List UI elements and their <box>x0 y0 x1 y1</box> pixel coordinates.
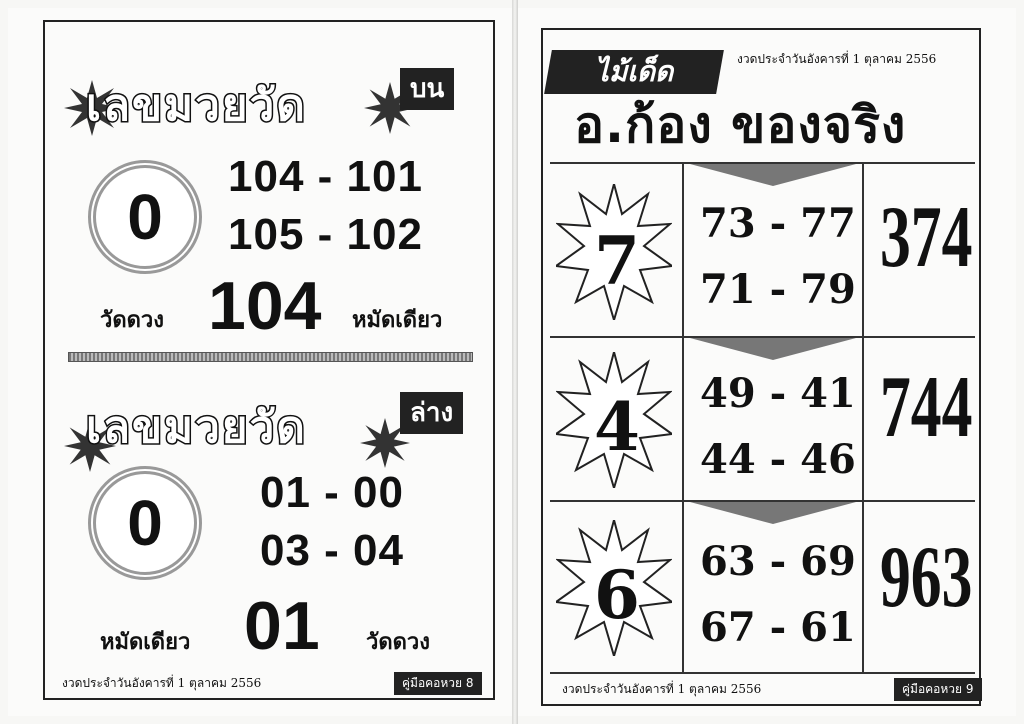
left-footer-date: งวดประจำวันอังคารที่ 1 ตุลาคม 2556 <box>62 676 262 690</box>
row2-triple: 744 <box>880 359 973 456</box>
top-pair-2: 105 - 102 <box>228 210 423 259</box>
right-page-number-tag: คู่มือคอหวย 9 <box>894 678 982 701</box>
left-page-number-tag: คู่มือคอหวย 8 <box>394 672 482 695</box>
bottom-single-number: 01 <box>244 588 320 664</box>
bottom-banner-tag: ล่าง <box>400 392 463 434</box>
row1-triple: 374 <box>880 189 973 286</box>
row3-digit: 6 <box>594 556 640 634</box>
row2-pair-1: 49 - 41 <box>700 370 856 417</box>
bottom-pair-1: 01 - 00 <box>260 468 404 517</box>
badge-text: ไม้เด็ด <box>594 55 674 88</box>
row3-pair-1: 63 - 69 <box>700 538 856 585</box>
top-digit: 0 <box>127 181 163 253</box>
right-footer-date: งวดประจำวันอังคารที่ 1 ตุลาคม 2556 <box>562 682 762 696</box>
grid-line <box>682 162 684 672</box>
grid-line <box>550 672 975 674</box>
row3-pair-2: 67 - 61 <box>700 604 856 651</box>
top-single-number: 104 <box>208 268 322 344</box>
arrow-down-icon <box>690 164 856 186</box>
row2-digit: 4 <box>594 388 640 466</box>
bottom-banner <box>78 384 478 468</box>
top-digit-circle <box>88 160 202 274</box>
row2-pair-2: 44 - 46 <box>700 436 856 483</box>
row1-pair-1: 73 - 77 <box>700 200 856 247</box>
grid-line <box>862 162 864 672</box>
top-banner-tag: บน <box>400 68 454 110</box>
bottom-left-label: หมัดเดียว <box>100 630 191 655</box>
bottom-digit-circle <box>88 466 202 580</box>
header-date: งวดประจำวันอังคารที่ 1 ตุลาคม 2556 <box>737 52 937 66</box>
bottom-digit: 0 <box>127 487 163 559</box>
bottom-banner-title: เลขมวยวัด <box>86 402 307 453</box>
arrow-down-icon <box>690 502 856 524</box>
bottom-pair-2: 03 - 04 <box>260 526 404 575</box>
top-left-label: วัดดวง <box>100 308 165 333</box>
main-title: อ.ก้อง ของจริง <box>574 96 907 154</box>
section-divider <box>68 352 473 362</box>
top-pair-1: 104 - 101 <box>228 152 423 201</box>
top-banner <box>78 62 478 146</box>
arrow-down-icon <box>690 338 856 360</box>
top-right-label: หมัดเดียว <box>352 308 443 333</box>
row1-pair-2: 71 - 79 <box>700 266 856 313</box>
row3-triple: 963 <box>880 529 973 626</box>
row1-digit: 7 <box>594 222 640 300</box>
top-banner-title: เลขมวยวัด <box>86 80 307 131</box>
book-spine <box>512 0 518 724</box>
bottom-right-label: วัดดวง <box>366 630 431 655</box>
